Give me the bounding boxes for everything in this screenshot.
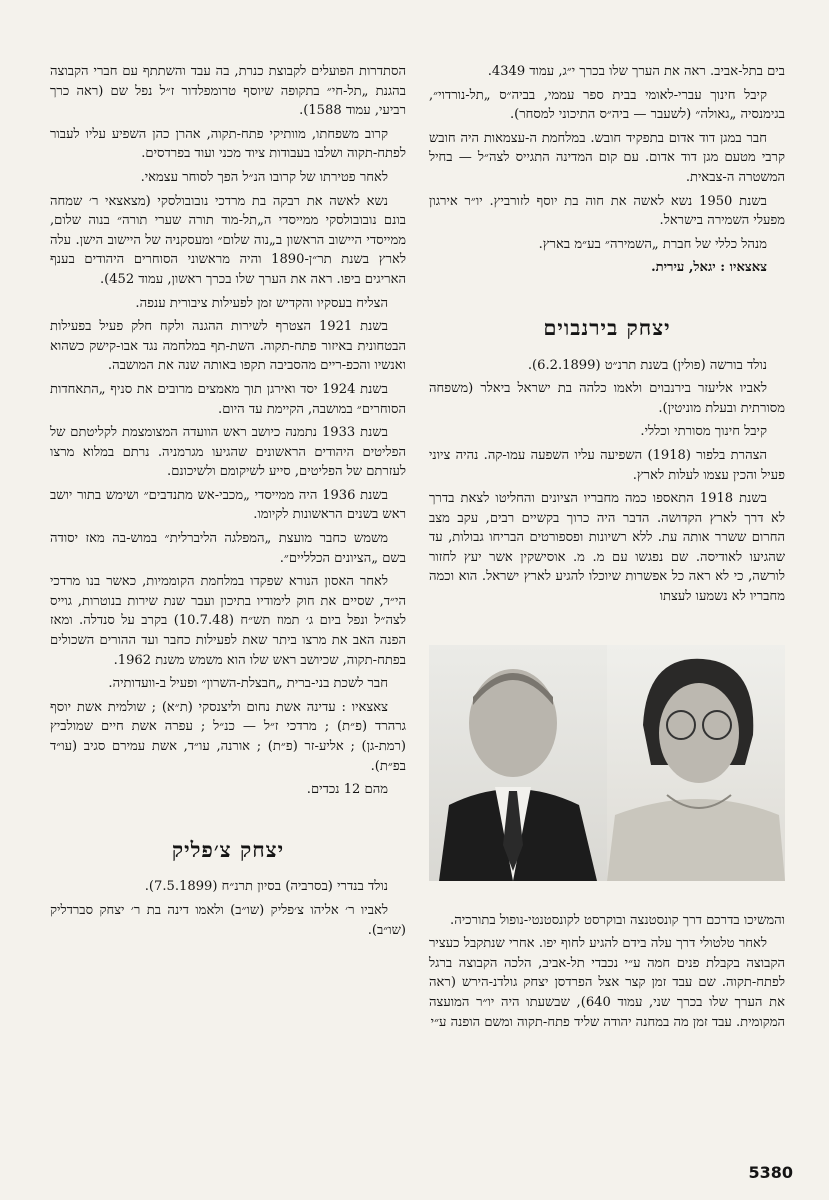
paragraph: נולד בנדרי (בסרביה) בסיון תרנ״ח (7.5.1899). (144, 879, 388, 895)
paragraph: בשנת 1950 נשא לאשה את חוה בת יוסף לזורביץ. יו״ר אירגון מפעלי השמירה בישראל. (429, 193, 785, 229)
paragraph: בשנת 1933 נתמנה כיושב ראש הוועדה המצומצמת לקליטתם של הפליטים היהודים הראשונים שהגיעו מגרמניה. נרתם במלוא מרצו לעזרתם של הפליטים, סייע לשיקומם ולשיכונם. (50, 425, 406, 480)
section-title: יצחק בירנבוים (543, 314, 671, 340)
paragraph: נשא לאשה את רבקה בת מרדכי נובובולסקי (מצאצאי ר׳ שמחה בונם נובובולסקי ממייסדי ה„תל-מוד תורה שערי תורה״ בנוה שלום, ממייסדי היישוב הראשון ב„נוה שלום״ ומעסקניה של היישוב הישן. עלה לארץ בשנת תר״ן-1890 והיה מראשוני הסוחרים היהודים בענף האריגים ביפו. ראה את הערך שלו בכרך ראשון, עמוד 452). (50, 193, 406, 287)
paragraph: הצהרת בלפור (1918) השפיעה עליו השפעה עמו-קה. נהיה ציוני פעיל והכין עצמו לעלות לארץ. (429, 447, 785, 483)
paragraph: בשנת 1918 התאספו כמה מחבריו הציונים והחליטו לצאת בדרך לא דרך לארץ הקדושה. הדבר היה כרוך בקשיים רבים, עקב מצב החרום ששרר אותה עת. ללא רשיונות ופספורטים הבריחו גבולות, עד שהגיעו לאודיסה. שם נפגשו עם מ. מ. אוסישקין אשר יעץ לחזור לורשה, כי לא ראה כל אפשרות שיוכלו להגיע לארץ ישראל. הוא וכמה מחבריו לא נשמעו לעצתו (429, 491, 785, 605)
man-portrait (429, 645, 607, 881)
left-column (50, 62, 406, 944)
descendants: צאצאיו : עדינה אשת נחום וליצנסקי (ת״א) ; שולמית אשת יוסף גרהרד (פ״ת) ; מרדכי ז״ל — כנ״ל ; עפרה אשת חיים שמולביץ (רמת-גן) ; אליע-זר (פ״ת) ; אורנה, עו״ד, אשת עמירם סגיב (עו״ד בפ״ת). (50, 699, 406, 774)
paragraph: לאביו ר׳ אליהו צ׳פליק (שו״ב) ולאמו דינה בת ר׳ יצחק סברדליק (שו״ב). (50, 902, 406, 938)
paragraph: מנהל כללי של חברת „השמירה״ בע״מ בארץ. (538, 236, 767, 252)
portrait-photo (429, 645, 785, 881)
paragraph: בשנת 1921 הצטרף לשירות ההגנה ולקח חלק פעיל בפעילות הבטחונית באיזור פתח-תקוה. השת-תף במלחמה נגד אבו-קישק כשהוא ואנשיו והכפ-ריים מהסביבה תקפו באותה שנה את המושבה. (50, 319, 406, 374)
woman-portrait (607, 645, 785, 881)
section-title: יצחק צ׳פליק (171, 836, 285, 862)
paragraph: הסתדרות הפועלים לקבוצת כנרת, בה עבד והשתתף עם חברי הקבוצה בהגנת „תל-חי״ בתקופה שיוסף טרומפלדור ז״ל נפל שם (ראה כרך רביעי, עמוד 1588). (50, 64, 406, 119)
paragraph: לאחר פטירתו של קרובו הנ״ל הפך לסוחר עצמאי. (140, 169, 388, 185)
right-column (429, 62, 785, 1036)
paragraph: מהם 12 נכדים. (306, 782, 388, 798)
paragraph: חבר במגן דוד אדום בתפקיד חובש. במלחמת ה-עצמאות היה חובש קרבי מטעם מגן דוד אדום. עם קום המדינה התגייס לצה״ל — בחיל המשטרה ה-צבאית. (429, 130, 785, 185)
paragraph: לאביו אליעזר בירנבוים ולאמו כלהה בת ישראל ביאלר (משפחה מסורתית ובעלת מוניטין). (429, 381, 785, 416)
paragraph: קיבל חינוך עברי-לאומי בבית ספר עממי, בביה״ס „תל-נורדוי״, בגימנסיה „גאולה״ (לשעבר — ביה״ס התיכוני למסחר). (429, 87, 785, 123)
paragraph: משמש כחבר מועצת „המפלגה הליברלית״ במוש-בה מאז יסודה בשם „הציונים הכלליים״. (50, 531, 406, 566)
paragraph: בים בתל-אביב. ראה את הערך שלו בכרך י״ג, עמוד 4349. (487, 64, 785, 79)
paragraph: בשנת 1936 היה ממייסדי „מכבי-אש מתנדבים״ ושימש בתור יושב ראש בשנים הראשונות לקיומו. (50, 487, 406, 523)
paragraph: לאחר טלטולי דרך עלה בידם להגיע לחוף יפו. אחרי שנתקבל כעציר הקבוצה בקבלת פנים חמה ע״י נכבדי תל-אביב, הלכה הקבוצה ברגל לפתח-תקוה. שם עבד זמן קצר אצל הפרדסן יצחק גולדנ-הירש (ראה את הערך שלו בכרך שני, עמוד 640), שבשעתו היה יו״ר המועצה המקומית. עבד זמן מה במחנה יהודה שליד פתח-תקוה ומשם הופנה ע״י (429, 936, 785, 1030)
paragraph: קרוב משפחתו, מוותיקי פתח-תקוה, אהרן כהן השפיע עליו לעבור לפתח-תקוה ושלבו בעבודות ציוד מכני ועוד בפרדסים. (50, 126, 406, 162)
paragraph: קיבל חינוך מסורתי וכללי. (640, 424, 767, 440)
paragraph: הצליח בעסקיו והקדיש זמן לפעילות ציבורית ענפה. (135, 295, 388, 311)
page-number: 5380 (748, 1163, 793, 1182)
paragraph: בשנת 1924 יסד ואירגן תוך מאמצים מרובים את סניף „התאחדות הסוחרים״ במושבה, הקיימת עד היום. (50, 381, 406, 417)
descendants: צאצאיו : יגאל, עירית. (651, 260, 767, 276)
paragraph: נולד בורשה (פולין) בשנת תרנ״ט (6.2.1899). (527, 357, 767, 373)
paragraph: חבר לשכת בני-ברית „חבצלת-השרון״ ופעיל ב-וועדותיה. (108, 676, 388, 692)
paragraph: לאחר האסון הנורא שפקדו במלחמת הקוממיות, כאשר בנו מרדכי הי״ד, שסיים את חוק לימודיו בתיכון ועבר שנת שירות בנוטרות, גוייס לצה״ל ונפל ביום ג׳ תמוז תש״ח (10.7.48) בקרב על סנדלה. ומאז הפנה האב את מרצו ביתר שאת לפעילות כחבר ועד ההורים השכולים בפתח-תקוה, שכיושב ראש שלו הוא משמש משנת 1962. (50, 574, 406, 668)
paragraph: והמשיכו בדרכם דרך קונסטנצה ובוקרסט לקונסטנטי-נופול בתורכיה. (450, 912, 785, 928)
